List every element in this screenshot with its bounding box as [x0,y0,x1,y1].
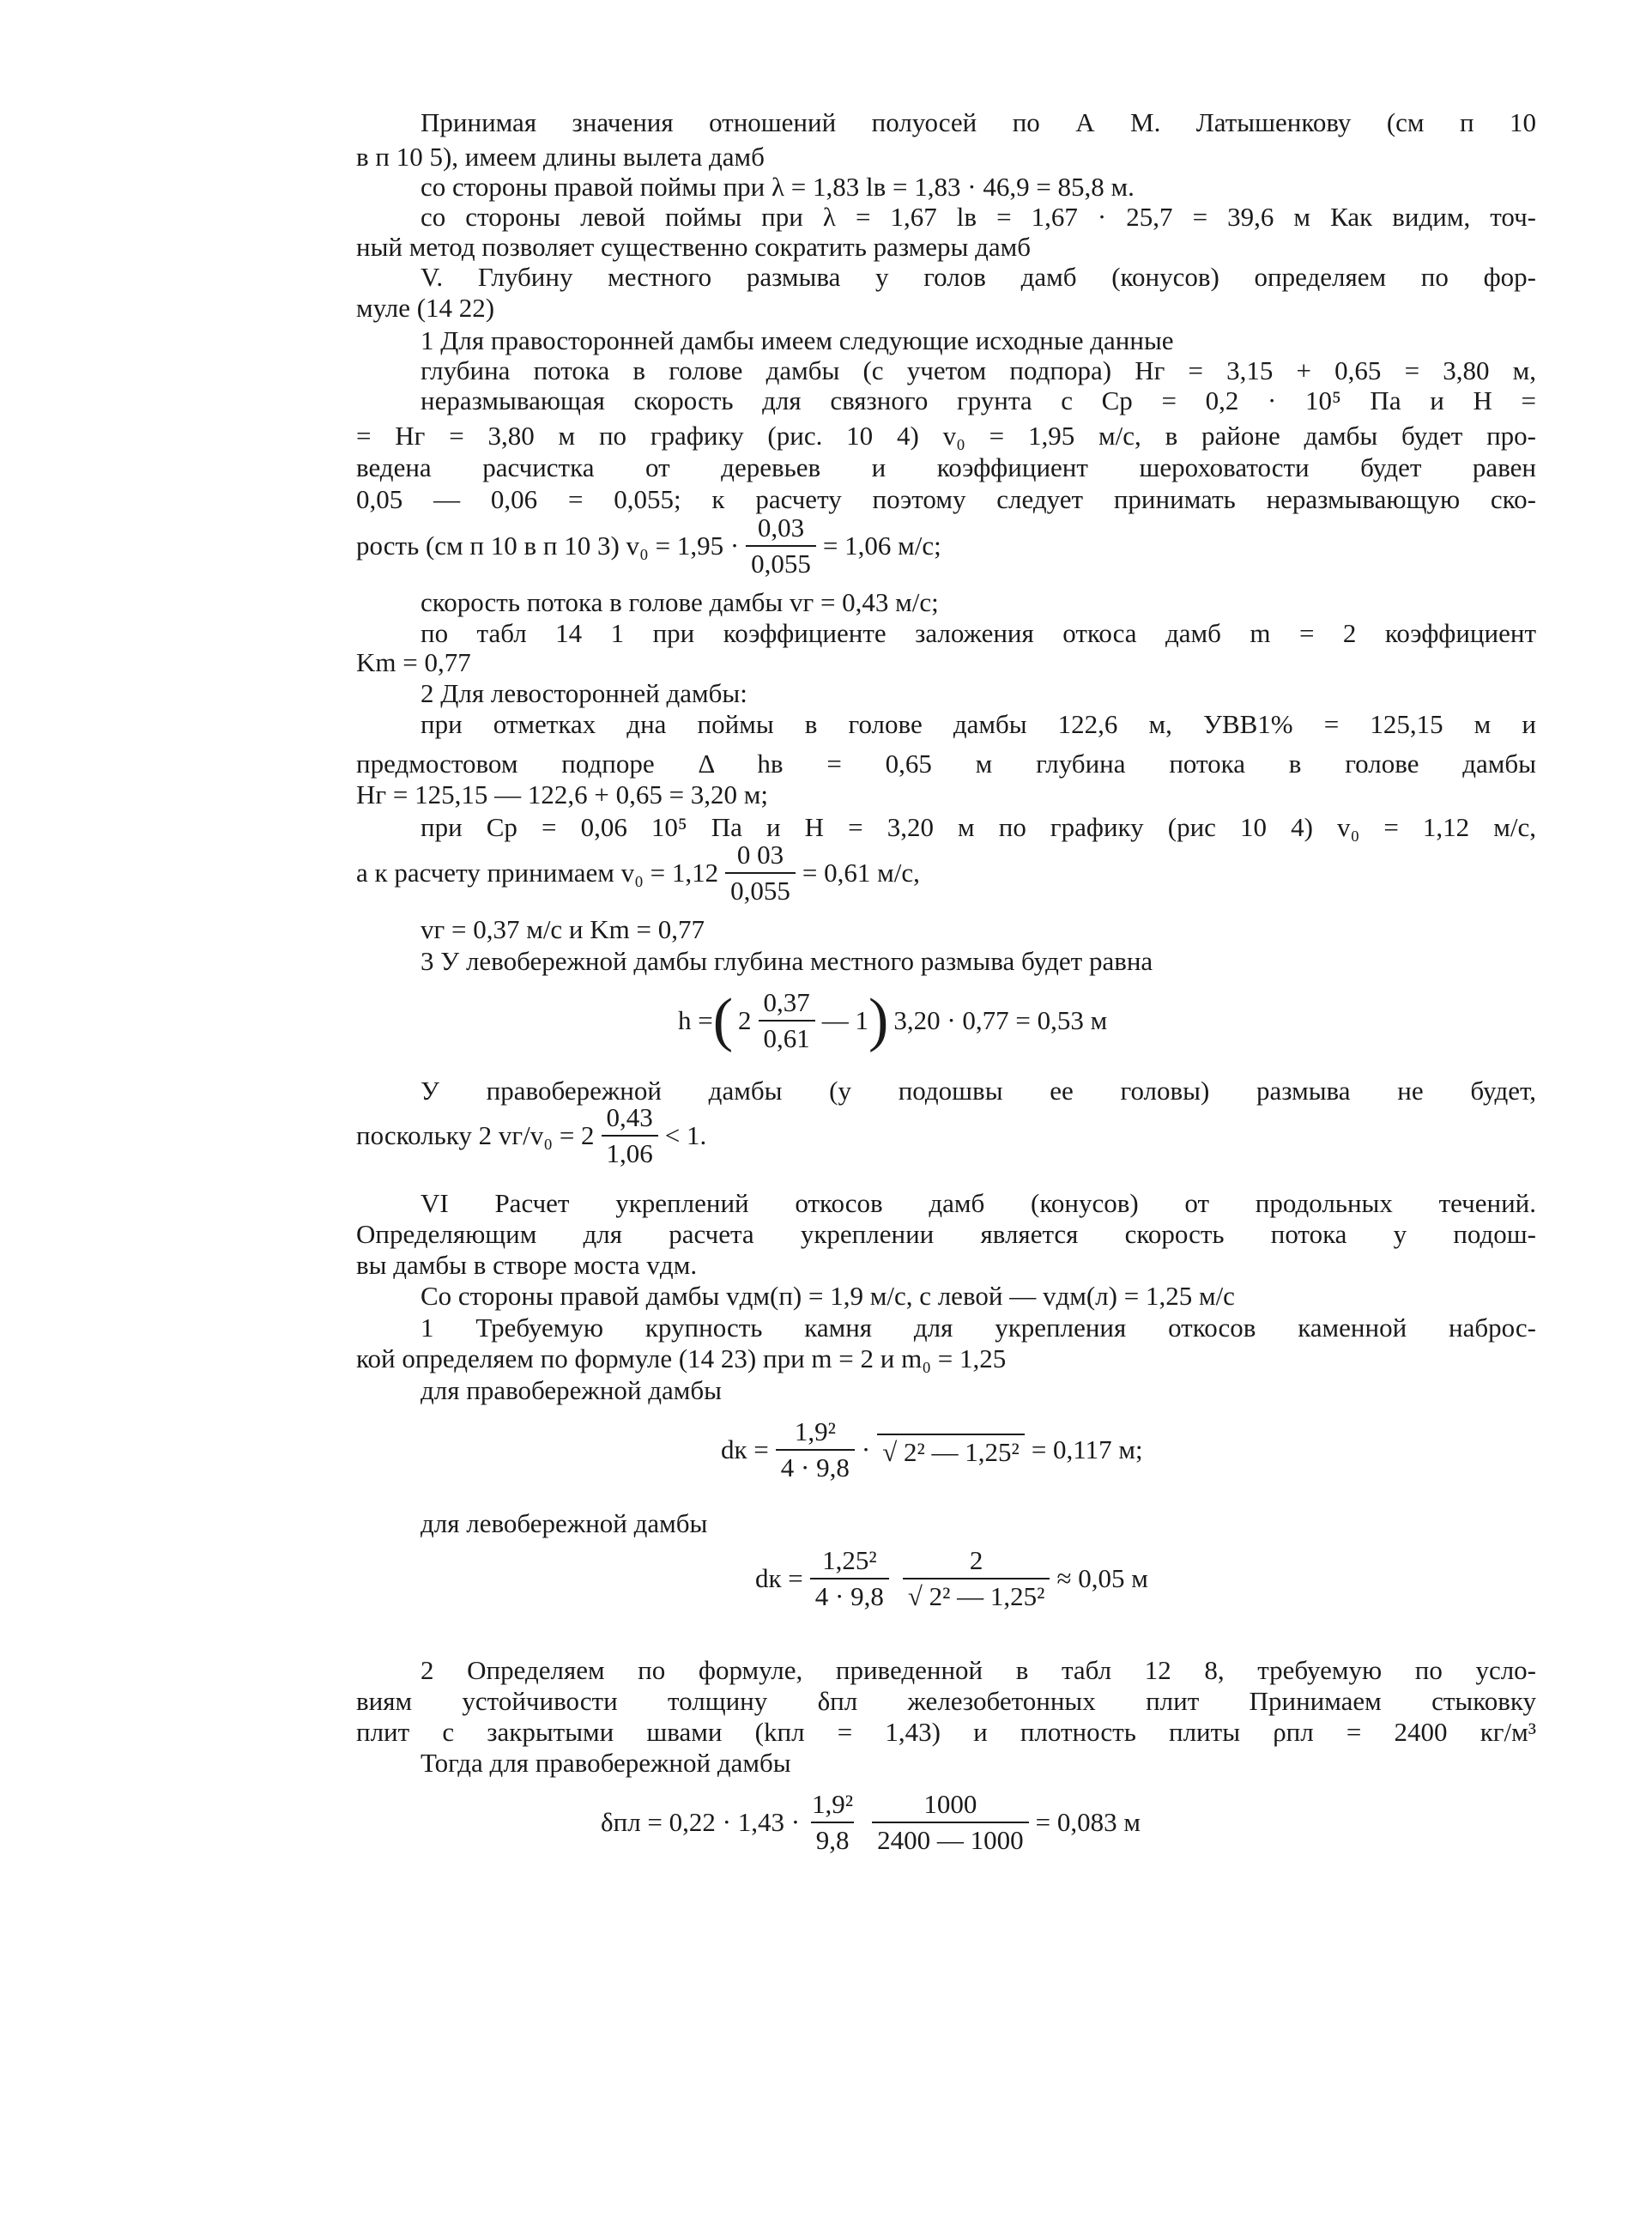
fraction-denominator: 0,055 [746,545,816,579]
fraction-denominator: 2400 — 1000 [872,1822,1029,1856]
equation-result: = 0,083 м [1035,1807,1141,1837]
equation-dot: · [861,1434,871,1464]
text-line: по табл 14 1 при коэффициенте заложения откоса дамб m = 2 коэффициент [421,618,1536,648]
equation-v0-right [356,512,941,579]
text-line: Определяющим для расчета укреплении является скорость потока у подош- [356,1219,1536,1249]
text-line: 1 Требуемую крупность камня для укрепления откосов каменной наброс- [421,1313,1536,1343]
text-line: глубина потока в голове дамбы (с учетом подпора) Hг = 3,15 + 0,65 = 3,80 м, [421,355,1536,385]
text-line: 1 Для правосторонней дамбы имеем следующие исходные данные [421,325,1174,355]
fraction [872,1789,1029,1856]
text-line: кой определяем по формуле (14 23) при m = 2 и m₀ = 1,25 [356,1343,1007,1373]
text-line: для правобережной дамбы [421,1375,723,1405]
text-line: 0,05 — 0,06 = 0,055; к расчету поэтому следует принимать неразмывающую ско- [356,484,1536,514]
equation-factor: 2 [738,1005,752,1035]
equation-result: = 0,61 м/с, [802,858,920,888]
text-line: Hг = 125,15 — 122,6 + 0,65 = 3,20 м; [356,779,769,809]
text-line: Km = 0,77 [356,647,471,677]
equation-result: = 1,06 м/с; [822,530,941,561]
text-line: VI Расчет укреплений откосов дамб (конусов) от продольных течений. [421,1188,1536,1218]
text-line: 3 У левобережной дамбы глубина местного размыва будет равна [421,946,1153,976]
equation-lead: δпл = 0,22 · 1,43 · [601,1807,801,1837]
text-line: плит с закрытыми швами (kпл = 1,43) и плотность плиты ρпл = 2400 кг/м³ [356,1717,1536,1747]
equation-lead: dк = [755,1563,803,1593]
fraction-denominator: 0,055 [725,872,796,906]
fraction-denominator: 9,8 [811,1822,855,1856]
text-line: 2 Для левосторонней дамбы: [421,678,747,708]
fraction [903,1545,1050,1612]
fraction-denominator: 1,06 [602,1135,658,1169]
paren-open: ( [712,987,734,1053]
equation-ratio [356,1102,706,1169]
fraction [602,1102,658,1169]
fraction-numerator: 1,9² [812,1789,854,1819]
fraction-denominator: 4 · 9,8 [776,1449,855,1483]
fraction-numerator: 0,43 [606,1102,653,1132]
fraction-denominator: 4 · 9,8 [810,1578,889,1612]
text-line: при Cр = 0,06 10⁵ Па и H = 3,20 м по графику (рис 10 4) v₀ = 1,12 м/с, [421,812,1536,842]
fraction-numerator: 2 [969,1545,983,1575]
fraction-numerator: 0,03 [757,512,805,543]
text-line: неразмывающая скорость для связного грунта с Cр = 0,2 · 10⁵ Па и H = [421,385,1536,415]
text-line: со стороны левой поймы при λ = 1,67 lв = 1,67 · 25,7 = 39,6 м Как видим, точ- [421,202,1536,232]
equation-result: 3,20 · 0,77 = 0,53 м [893,1005,1108,1035]
fraction [759,987,815,1054]
text-line: ный метод позволяет существенно сократить размеры дамб [356,232,1032,262]
text-line: Тогда для правобережной дамбы [421,1748,791,1778]
text-line: vг = 0,37 м/с и Km = 0,77 [421,914,705,944]
equation-lead: dк = [721,1434,769,1464]
fraction-numerator: 1,25² [822,1545,877,1575]
text-line: V. Глубину местного размыва у голов дамб (конусов) определяем по фор- [421,262,1536,292]
text-line: = Hг = 3,80 м по графику (рис. 10 4) v₀ = 1,95 м/с, в районе дамбы будет про- [356,421,1536,451]
equation-minus: — 1 [821,1005,869,1035]
text-line: ведена расчистка от деревьев и коэффициент шероховатости будет равен [356,452,1536,482]
text-line: 2 Определяем по формуле, приведенной в табл 12 8, требуемую по усло- [421,1655,1536,1685]
text-line: муле (14 22) [356,293,495,323]
equation-lead: рость (см п 10 в п 10 3) v₀ = 1,95 · [356,530,740,561]
equation-stone-size-right [721,1416,1143,1483]
equation-result: < 1. [664,1120,707,1150]
text-line: предмостовом подпоре Δ hв = 0,65 м глубина потока в голове дамбы [356,749,1536,779]
text-line: со стороны правой поймы при λ = 1,83 lв = 1,83 · 46,9 = 85,8 м. [421,172,1135,202]
equation-lead: поскольку 2 vг/v₀ = 2 [356,1120,595,1150]
text-line: в п 10 5), имеем длины вылета дамб [356,142,765,172]
text-line: вы дамбы в створе моста vдм. [356,1250,698,1280]
text-line: для левобережной дамбы [421,1508,708,1538]
equation-v0-left [356,840,920,906]
fraction [810,1545,889,1612]
fraction-numerator: 1,9² [794,1416,836,1446]
paren-close: ) [868,987,889,1053]
text-line: при отметках дна поймы в голове дамбы 122,6 м, УВВ1% = 125,15 м и [421,709,1536,739]
fraction-denominator: √ 2² — 1,25² [877,1434,1025,1468]
text-line: скорость потока в голове дамбы vг = 0,43 м/с; [421,587,939,617]
equation-slab-thickness [601,1789,1141,1856]
text-line: У правобережной дамбы (у подошвы ее головы) размыва не будет, [421,1076,1536,1106]
fraction-numerator: 0 03 [736,840,784,870]
equation-lead: а к расчету принимаем v₀ = 1,12 [356,858,719,888]
fraction [877,1432,1025,1468]
fraction-denominator: √ 2² — 1,25² [903,1578,1050,1612]
fraction [776,1416,855,1483]
equation-lead: h = [678,1005,713,1035]
fraction [807,1789,858,1856]
equation-scour-depth [678,987,1107,1054]
text-line: Со стороны правой дамбы vдм(п) = 1,9 м/с, с левой — vдм(л) = 1,25 м/с [421,1281,1235,1311]
fraction-numerator: 0,37 [763,987,810,1017]
fraction [746,512,816,579]
fraction [725,840,796,906]
fraction-denominator: 0,61 [759,1020,815,1054]
equation-result: ≈ 0,05 м [1056,1563,1148,1593]
text-line: Принимая значения отношений полуосей по А М. Латышенкову (см п 10 [421,107,1536,137]
equation-stone-size-left [755,1545,1148,1612]
equation-result: = 0,117 м; [1031,1434,1143,1464]
text-line: виям устойчивости толщину δпл железобетонных плит Принимаем стыковку [356,1686,1536,1716]
fraction-numerator: 1000 [923,1789,977,1819]
